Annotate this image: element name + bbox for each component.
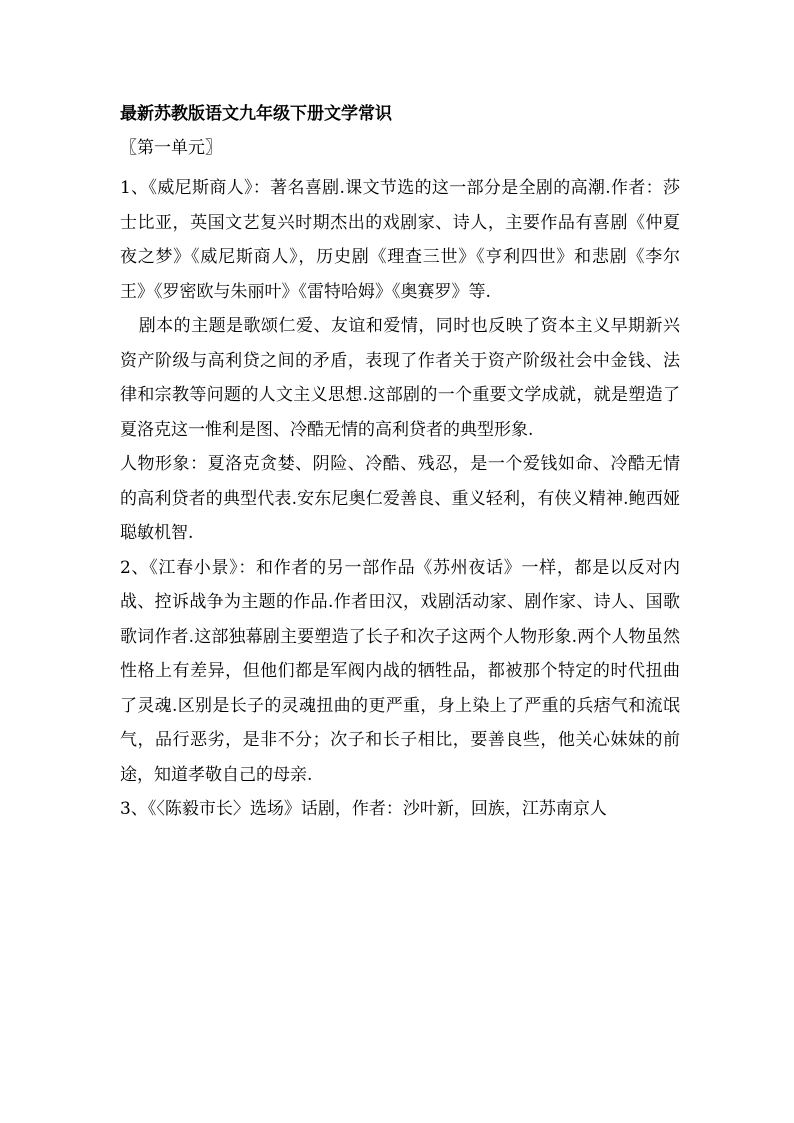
paragraph-theme: 剧本的主题是歌颂仁爱、友谊和爱情，同时也反映了资本主义早期新兴资产阶级与高利贷之间的矛盾，表现了作者关于资产阶级社会中金钱、法律和宗教等问题的人文主义思想.这部剧的一个重要文学成就，就是塑造了夏洛克这一惟利是图、冷酷无情的高利贷者的典型形象. <box>120 316 680 440</box>
document-page <box>120 103 680 827</box>
paragraph-characters: 人物形象：夏洛克贪婪、阴险、冷酷、残忍，是一个爱钱如命、冷酷无情的高利贷者的典型代表.安东尼奥仁爱善良、重义轻利，有侠义精神.鲍西娅聪敏机智. <box>120 454 680 543</box>
section-header: 〖第一单元〗 <box>120 138 222 158</box>
paragraph-item-1: 1、《威尼斯商人》：著名喜剧.课文节选的这一部分是全剧的高潮.作者：莎士比亚，英国文艺复兴时期杰出的戏剧家、诗人，主要作品有喜剧《仲夏夜之梦》《威尼斯商人》，历史剧《理查三世》《亨利四世》和悲剧《李尔王》《罗密欧与朱丽叶》《雷特哈姆》《奥赛罗》等. <box>120 178 680 302</box>
paragraph-item-3: 3、《〈陈毅市长〉选场》话剧，作者：沙叶新，回族，江苏南京人 <box>120 799 607 819</box>
document-title: 最新苏教版语文九年级下册文学常识 <box>120 104 392 124</box>
paragraph-item-2: 2、《江春小景》：和作者的另一部作品《苏州夜话》一样，都是以反对内战、控诉战争为主题的作品.作者田汉，戏剧活动家、剧作家、诗人、国歌歌词作者.这部独幕剧主要塑造了长子和次子这两个人物形象.两个人物虽然性格上有差异，但他们都是军阀内战的牺牲品，都被那个特定的时代扭曲了灵魂.区别是长子的灵魂扭曲的更严重，身上染上了严重的兵痞气和流氓气，品行恶劣，是非不分；次子和长子相比，要善良些，他关心妹妹的前途，知道孝敬自己的母亲. <box>120 557 680 785</box>
